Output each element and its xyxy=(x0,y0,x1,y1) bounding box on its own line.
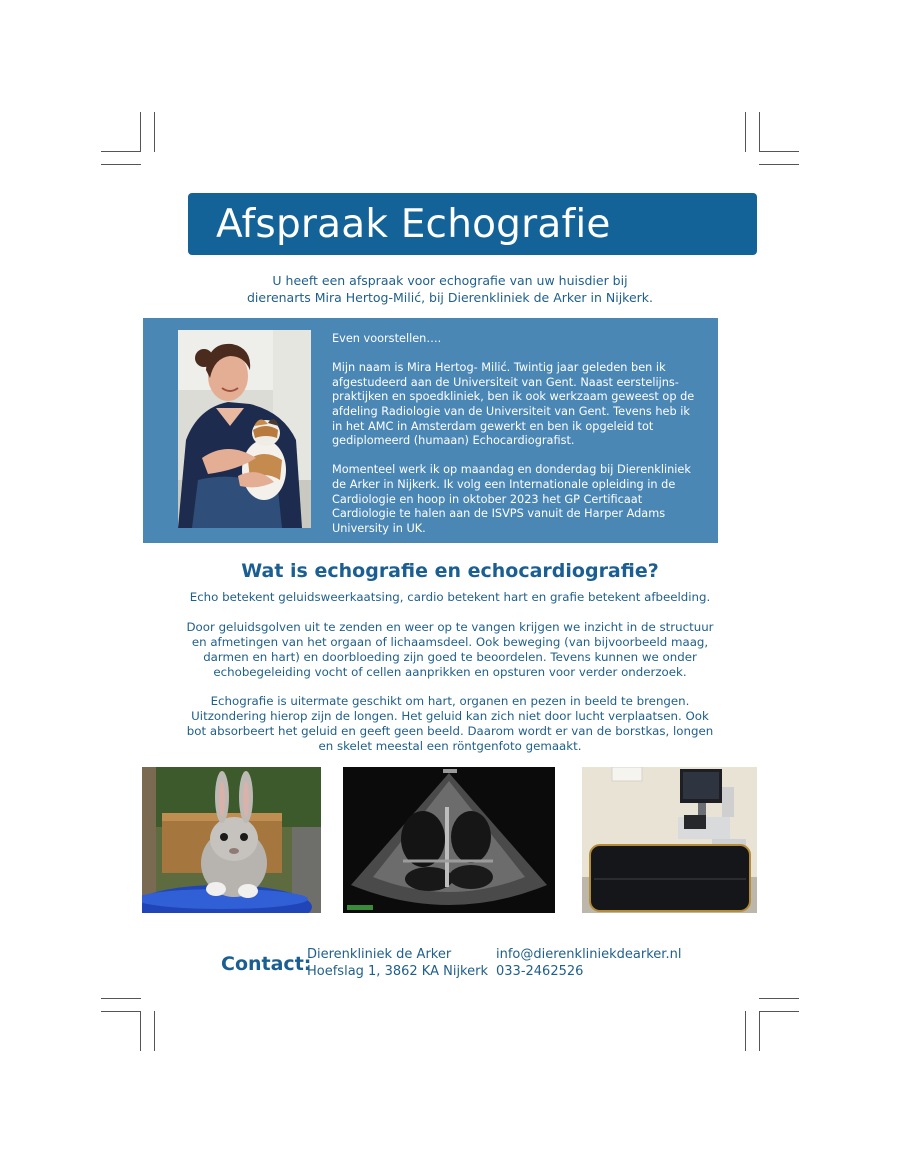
crop-mark xyxy=(745,1011,746,1051)
crop-mark xyxy=(101,164,141,165)
crop-mark xyxy=(759,112,760,152)
section-heading: Wat is echografie en echocardiografie? xyxy=(241,560,659,582)
crop-mark xyxy=(759,151,799,152)
crop-mark xyxy=(101,998,141,999)
crop-mark xyxy=(140,112,141,152)
contact-label: Contact: xyxy=(221,953,312,975)
crop-mark xyxy=(759,1011,760,1051)
crop-mark xyxy=(154,1011,155,1051)
intro-line: dierenarts Mira Hertog-Milić, bij Dierenkliniek de Arker in Nijkerk. xyxy=(246,290,654,305)
page-title: Afspraak Echografie xyxy=(216,201,611,247)
crop-mark xyxy=(140,1011,141,1051)
intro-text xyxy=(200,272,700,306)
crop-mark xyxy=(759,164,799,165)
title-banner xyxy=(188,193,757,255)
info-paragraph: Echo betekent geluidsweerkaatsing, cardio betekent hart en grafie betekent afbeelding. xyxy=(189,590,711,604)
crop-mark xyxy=(154,112,155,152)
introduction-box xyxy=(143,318,718,543)
info-paragraph: Echografie is uitermate geschikt om hart, organen en pezen in beeld te brengen. Uitzondering hierop zijn de longen. Het geluid kan zich niet door lucht verplaatsen. Ook bot absorbeert het geluid en geeft geen beeld. Daarom wordt er van de borstkas, longen en skelet meestal een röntgenfoto gemaakt. xyxy=(186,694,714,754)
crop-mark xyxy=(745,112,746,152)
clinic-name: Dierenkliniek de Arker xyxy=(307,947,452,962)
introduction-text xyxy=(332,332,702,551)
contact-address-block xyxy=(307,947,488,980)
rabbit-photo xyxy=(142,767,321,913)
echocardiogram-ultrasound-photo xyxy=(343,767,555,913)
intro-line: U heeft een afspraak voor echografie van uw huisdier bij xyxy=(272,273,628,288)
contact-email[interactable]: info@dierenkliniekdearker.nl xyxy=(496,947,682,962)
ultrasound-room-photo xyxy=(582,767,757,913)
introduction-heading: Even voorstellen…. xyxy=(332,332,442,345)
crop-mark xyxy=(101,1011,141,1012)
contact-details-block xyxy=(496,947,681,980)
introduction-paragraph: Mijn naam is Mira Hertog- Milić. Twintig jaar geleden ben ik afgestudeerd aan de Universiteit van Gent. Naast eerstelijns-praktijken en spoedkliniek, ben ik ook werkzaam geweest op de afdeling Radiologie van de Universiteit van Gent. Tevens heb ik in het AMC in Amsterdam gewerkt en ben ik opgeleid tot gediplomeerd (humaan) Echocardiografist. xyxy=(332,361,695,448)
contact-phone[interactable]: 033-2462526 xyxy=(496,963,584,979)
introduction-paragraph: Momenteel werk ik op maandag en donderdag bij Dierenkliniek de Arker in Nijkerk. Ik volg een Internationale opleiding in de Cardiologie en hoop in oktober 2023 het GP Certificaat Cardiologie te halen aan de ISVPS vanuit de Harper Adams University in UK. xyxy=(332,463,691,535)
crop-mark xyxy=(101,151,141,152)
crop-mark xyxy=(759,998,799,999)
clinic-address: Hoefslag 1, 3862 KA Nijkerk xyxy=(307,963,488,979)
info-paragraph: Door geluidsgolven uit te zenden en weer op te vangen krijgen we inzicht in de structuur en afmetingen van het orgaan of lichaamsdeel. Ook beweging (van bijvoorbeeld maag, darmen en hart) en doorbloeding zijn goed te beoordelen. Tevens kunnen we onder echobegeleiding vocht of cellen aanprikken en opsturen voor verder onderzoek. xyxy=(186,619,714,679)
info-text xyxy=(180,590,720,769)
vet-with-cat-photo xyxy=(178,330,311,528)
crop-mark xyxy=(759,1011,799,1012)
